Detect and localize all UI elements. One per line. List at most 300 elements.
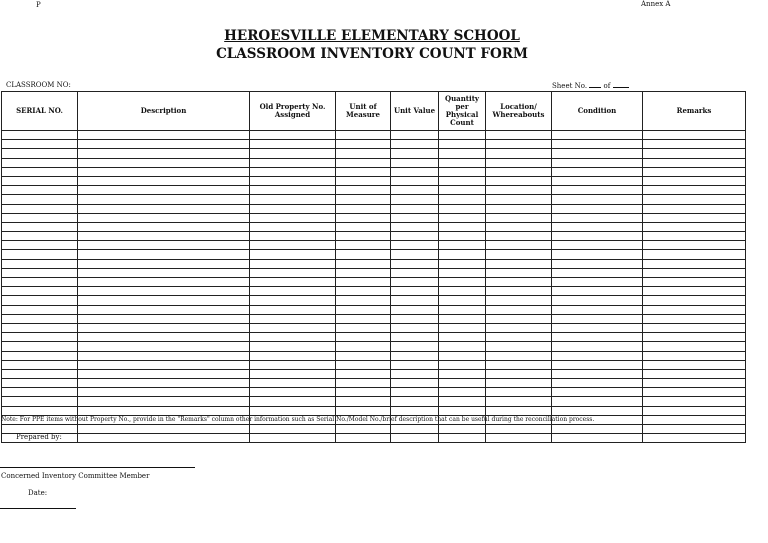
table-cell[interactable] — [250, 259, 336, 268]
table-cell[interactable] — [486, 287, 552, 296]
table-cell[interactable] — [391, 259, 439, 268]
table-cell[interactable] — [391, 342, 439, 351]
table-row — [2, 250, 746, 259]
table-cell[interactable] — [439, 149, 486, 158]
table-cell[interactable] — [2, 323, 78, 332]
table-cell[interactable] — [486, 140, 552, 149]
table-cell[interactable] — [643, 397, 746, 406]
table-cell[interactable] — [78, 397, 250, 406]
table-cell[interactable] — [439, 167, 486, 176]
table-cell[interactable] — [250, 204, 336, 213]
table-cell[interactable] — [439, 434, 486, 443]
table-cell[interactable] — [643, 204, 746, 213]
table-cell[interactable] — [250, 241, 336, 250]
table-cell[interactable] — [2, 167, 78, 176]
table-cell[interactable] — [391, 351, 439, 360]
table-cell[interactable] — [78, 250, 250, 259]
table-cell[interactable] — [250, 149, 336, 158]
table-cell[interactable] — [439, 195, 486, 204]
table-row — [2, 167, 746, 176]
table-cell[interactable] — [336, 305, 391, 314]
table-cell[interactable] — [2, 388, 78, 397]
table-cell[interactable] — [643, 314, 746, 323]
table-cell[interactable] — [336, 369, 391, 378]
table-cell[interactable] — [552, 186, 643, 195]
table-cell[interactable] — [552, 314, 643, 323]
table-cell[interactable] — [250, 434, 336, 443]
table-cell[interactable] — [78, 406, 250, 415]
table-cell[interactable] — [78, 314, 250, 323]
table-cell[interactable] — [2, 232, 78, 241]
table-cell[interactable] — [250, 369, 336, 378]
table-cell[interactable] — [2, 305, 78, 314]
table-cell[interactable] — [643, 369, 746, 378]
table-cell[interactable] — [391, 213, 439, 222]
table-cell[interactable] — [486, 278, 552, 287]
table-cell[interactable] — [250, 333, 336, 342]
table-cell[interactable] — [486, 351, 552, 360]
table-cell[interactable] — [250, 140, 336, 149]
table-cell[interactable] — [552, 296, 643, 305]
table-cell[interactable] — [336, 296, 391, 305]
table-cell[interactable] — [336, 158, 391, 167]
table-cell[interactable] — [391, 287, 439, 296]
table-cell[interactable] — [552, 131, 643, 140]
table-cell[interactable] — [643, 406, 746, 415]
table-cell[interactable] — [78, 268, 250, 277]
table-cell[interactable] — [486, 222, 552, 231]
table-cell[interactable] — [643, 167, 746, 176]
table-cell[interactable] — [336, 195, 391, 204]
table-cell[interactable] — [2, 296, 78, 305]
table-cell[interactable] — [552, 204, 643, 213]
table-cell[interactable] — [391, 296, 439, 305]
table-cell[interactable] — [336, 259, 391, 268]
table-cell[interactable] — [391, 397, 439, 406]
table-cell[interactable] — [439, 351, 486, 360]
table-cell[interactable] — [439, 397, 486, 406]
table-cell[interactable] — [643, 176, 746, 185]
table-cell[interactable] — [486, 425, 552, 434]
table-cell[interactable] — [643, 186, 746, 195]
table-cell[interactable] — [643, 415, 746, 424]
table-cell[interactable] — [486, 195, 552, 204]
table-cell[interactable] — [336, 241, 391, 250]
table-cell[interactable] — [2, 314, 78, 323]
table-cell[interactable] — [2, 351, 78, 360]
table-cell[interactable] — [552, 323, 643, 332]
table-cell[interactable] — [486, 250, 552, 259]
table-cell[interactable] — [552, 222, 643, 231]
table-cell[interactable] — [2, 176, 78, 185]
table-cell[interactable] — [250, 314, 336, 323]
table-cell[interactable] — [643, 222, 746, 231]
table-cell[interactable] — [486, 333, 552, 342]
table-cell[interactable] — [643, 268, 746, 277]
table-cell[interactable] — [2, 333, 78, 342]
table-cell[interactable] — [439, 213, 486, 222]
table-cell[interactable] — [336, 167, 391, 176]
table-cell[interactable] — [2, 149, 78, 158]
table-cell[interactable] — [552, 379, 643, 388]
table-cell[interactable] — [439, 369, 486, 378]
table-cell[interactable] — [2, 250, 78, 259]
table-cell[interactable] — [439, 305, 486, 314]
table-cell[interactable] — [643, 213, 746, 222]
table-cell[interactable] — [391, 195, 439, 204]
table-cell[interactable] — [336, 204, 391, 213]
table-cell[interactable] — [552, 250, 643, 259]
table-cell[interactable] — [439, 232, 486, 241]
table-cell[interactable] — [78, 195, 250, 204]
table-cell[interactable] — [2, 287, 78, 296]
table-cell[interactable] — [552, 388, 643, 397]
table-cell[interactable] — [250, 388, 336, 397]
table-cell[interactable] — [552, 406, 643, 415]
table-cell[interactable] — [486, 241, 552, 250]
table-cell[interactable] — [486, 314, 552, 323]
table-cell[interactable] — [643, 241, 746, 250]
table-cell[interactable] — [2, 379, 78, 388]
table-cell[interactable] — [391, 140, 439, 149]
table-cell[interactable] — [643, 388, 746, 397]
table-cell[interactable] — [336, 287, 391, 296]
table-cell[interactable] — [250, 305, 336, 314]
table-cell[interactable] — [486, 158, 552, 167]
table-cell[interactable] — [336, 278, 391, 287]
table-cell[interactable] — [486, 397, 552, 406]
table-cell[interactable] — [250, 342, 336, 351]
table-cell[interactable] — [2, 213, 78, 222]
table-cell[interactable] — [391, 333, 439, 342]
table-cell[interactable] — [486, 434, 552, 443]
table-cell[interactable] — [250, 158, 336, 167]
table-cell[interactable] — [643, 149, 746, 158]
table-cell[interactable] — [336, 388, 391, 397]
table-cell[interactable] — [643, 259, 746, 268]
table-cell[interactable] — [336, 360, 391, 369]
table-cell[interactable] — [391, 268, 439, 277]
table-cell[interactable] — [78, 149, 250, 158]
table-cell[interactable] — [643, 232, 746, 241]
table-cell[interactable] — [439, 379, 486, 388]
table-cell[interactable] — [336, 140, 391, 149]
table-cell[interactable] — [78, 287, 250, 296]
table-cell[interactable] — [391, 131, 439, 140]
table-cell[interactable] — [439, 425, 486, 434]
table-cell[interactable] — [391, 176, 439, 185]
table-cell[interactable] — [336, 406, 391, 415]
table-cell[interactable] — [486, 259, 552, 268]
table-cell[interactable] — [486, 360, 552, 369]
table-cell[interactable] — [2, 360, 78, 369]
table-cell[interactable] — [250, 213, 336, 222]
table-cell[interactable] — [2, 241, 78, 250]
table-cell[interactable] — [552, 369, 643, 378]
table-cell[interactable] — [250, 425, 336, 434]
table-cell[interactable] — [336, 342, 391, 351]
table-cell[interactable] — [336, 333, 391, 342]
table-cell[interactable] — [643, 195, 746, 204]
table-cell[interactable] — [643, 425, 746, 434]
table-cell[interactable] — [2, 186, 78, 195]
table-cell[interactable] — [552, 333, 643, 342]
table-cell[interactable] — [391, 158, 439, 167]
table-cell[interactable] — [643, 323, 746, 332]
table-cell[interactable] — [78, 167, 250, 176]
table-cell[interactable] — [486, 323, 552, 332]
table-cell[interactable] — [439, 186, 486, 195]
table-cell[interactable] — [250, 287, 336, 296]
table-cell[interactable] — [250, 268, 336, 277]
table-cell[interactable] — [552, 241, 643, 250]
table-cell[interactable] — [78, 232, 250, 241]
table-cell[interactable] — [391, 305, 439, 314]
table-cell[interactable] — [552, 351, 643, 360]
table-cell[interactable] — [336, 176, 391, 185]
table-cell[interactable] — [250, 167, 336, 176]
table-cell[interactable] — [78, 278, 250, 287]
table-cell[interactable] — [643, 305, 746, 314]
table-cell[interactable] — [2, 278, 78, 287]
table-cell[interactable] — [552, 287, 643, 296]
table-cell[interactable] — [250, 131, 336, 140]
table-cell[interactable] — [643, 140, 746, 149]
table-cell[interactable] — [439, 388, 486, 397]
table-cell[interactable] — [439, 222, 486, 231]
table-cell[interactable] — [391, 250, 439, 259]
table-cell[interactable] — [2, 158, 78, 167]
table-cell[interactable] — [486, 213, 552, 222]
table-cell[interactable] — [643, 351, 746, 360]
table-cell[interactable] — [439, 333, 486, 342]
table-cell[interactable] — [336, 434, 391, 443]
table-cell[interactable] — [250, 397, 336, 406]
table-cell[interactable] — [439, 204, 486, 213]
table-cell[interactable] — [78, 333, 250, 342]
table-cell[interactable] — [78, 379, 250, 388]
table-cell[interactable] — [552, 232, 643, 241]
table-cell[interactable] — [336, 222, 391, 231]
table-cell[interactable] — [486, 204, 552, 213]
table-cell[interactable] — [486, 305, 552, 314]
table-cell[interactable] — [78, 351, 250, 360]
table-cell[interactable] — [391, 379, 439, 388]
table-cell[interactable] — [78, 259, 250, 268]
table-cell[interactable] — [643, 333, 746, 342]
table-cell[interactable] — [78, 131, 250, 140]
table-cell[interactable] — [486, 232, 552, 241]
table-cell[interactable] — [250, 250, 336, 259]
table-cell[interactable] — [552, 176, 643, 185]
table-cell[interactable] — [643, 250, 746, 259]
table-cell[interactable] — [250, 360, 336, 369]
table-cell[interactable] — [78, 369, 250, 378]
table-cell[interactable] — [439, 176, 486, 185]
table-cell[interactable] — [552, 140, 643, 149]
table-cell[interactable] — [552, 195, 643, 204]
table-cell[interactable] — [336, 186, 391, 195]
table-cell[interactable] — [439, 131, 486, 140]
table-cell[interactable] — [643, 360, 746, 369]
table-cell[interactable] — [391, 149, 439, 158]
table-cell[interactable] — [439, 406, 486, 415]
table-cell[interactable] — [439, 323, 486, 332]
table-cell[interactable] — [552, 259, 643, 268]
table-cell[interactable] — [552, 158, 643, 167]
table-cell[interactable] — [391, 232, 439, 241]
table-cell[interactable] — [439, 278, 486, 287]
table-cell[interactable] — [78, 176, 250, 185]
table-cell[interactable] — [439, 241, 486, 250]
table-cell[interactable] — [552, 149, 643, 158]
table-cell[interactable] — [250, 296, 336, 305]
table-cell[interactable] — [250, 176, 336, 185]
table-cell[interactable] — [78, 222, 250, 231]
table-cell[interactable] — [486, 369, 552, 378]
table-cell[interactable] — [336, 268, 391, 277]
table-cell[interactable] — [336, 323, 391, 332]
table-cell[interactable] — [391, 434, 439, 443]
table-cell[interactable] — [391, 186, 439, 195]
table-row — [2, 342, 746, 351]
table-cell[interactable] — [78, 305, 250, 314]
table-cell[interactable] — [250, 232, 336, 241]
table-cell[interactable] — [643, 278, 746, 287]
table-cell[interactable] — [552, 268, 643, 277]
table-cell[interactable] — [78, 140, 250, 149]
table-cell[interactable] — [78, 425, 250, 434]
table-cell[interactable] — [643, 434, 746, 443]
table-cell[interactable] — [391, 222, 439, 231]
table-cell[interactable] — [439, 250, 486, 259]
table-cell[interactable] — [439, 268, 486, 277]
table-cell[interactable] — [336, 397, 391, 406]
table-cell[interactable] — [2, 342, 78, 351]
table-cell[interactable] — [78, 360, 250, 369]
table-cell[interactable] — [552, 167, 643, 176]
table-cell[interactable] — [336, 131, 391, 140]
table-cell[interactable] — [439, 342, 486, 351]
table-cell[interactable] — [250, 278, 336, 287]
table-cell[interactable] — [439, 259, 486, 268]
table-cell[interactable] — [250, 323, 336, 332]
table-cell[interactable] — [391, 167, 439, 176]
table-cell[interactable] — [250, 222, 336, 231]
table-cell[interactable] — [643, 131, 746, 140]
table-cell[interactable] — [250, 186, 336, 195]
table-cell[interactable] — [552, 360, 643, 369]
table-cell[interactable] — [250, 379, 336, 388]
table-cell[interactable] — [486, 388, 552, 397]
table-cell[interactable] — [391, 369, 439, 378]
table-cell[interactable] — [2, 397, 78, 406]
table-cell[interactable] — [2, 140, 78, 149]
table-cell[interactable] — [78, 434, 250, 443]
table-cell[interactable] — [78, 323, 250, 332]
table-cell[interactable] — [643, 296, 746, 305]
table-cell[interactable] — [78, 186, 250, 195]
table-cell[interactable] — [552, 213, 643, 222]
table-cell[interactable] — [439, 296, 486, 305]
table-cell[interactable] — [643, 342, 746, 351]
table-cell[interactable] — [391, 314, 439, 323]
table-cell[interactable] — [391, 360, 439, 369]
table-cell[interactable] — [336, 213, 391, 222]
table-cell[interactable] — [78, 296, 250, 305]
table-cell[interactable] — [486, 406, 552, 415]
table-cell[interactable] — [552, 425, 643, 434]
table-cell[interactable] — [486, 167, 552, 176]
table-cell[interactable] — [391, 204, 439, 213]
table-cell[interactable] — [439, 360, 486, 369]
table-cell[interactable] — [552, 278, 643, 287]
table-cell[interactable] — [78, 388, 250, 397]
table-cell[interactable] — [2, 259, 78, 268]
table-cell[interactable] — [78, 241, 250, 250]
table-cell[interactable] — [336, 351, 391, 360]
table-cell[interactable] — [643, 158, 746, 167]
table-row — [2, 140, 746, 149]
table-cell[interactable] — [552, 434, 643, 443]
table-cell[interactable] — [336, 149, 391, 158]
table-cell[interactable] — [486, 379, 552, 388]
table-cell[interactable] — [2, 131, 78, 140]
table-cell[interactable] — [78, 158, 250, 167]
table-cell[interactable] — [2, 268, 78, 277]
table-cell[interactable] — [250, 195, 336, 204]
table-cell[interactable] — [439, 314, 486, 323]
table-cell[interactable] — [643, 379, 746, 388]
table-cell[interactable] — [552, 342, 643, 351]
table-cell[interactable] — [78, 213, 250, 222]
table-cell[interactable] — [486, 186, 552, 195]
table-cell[interactable] — [486, 149, 552, 158]
table-cell[interactable] — [336, 232, 391, 241]
table-cell[interactable] — [486, 176, 552, 185]
table-cell[interactable] — [486, 268, 552, 277]
table-cell[interactable] — [552, 305, 643, 314]
table-cell[interactable] — [250, 406, 336, 415]
table-cell[interactable] — [439, 158, 486, 167]
table-cell[interactable] — [336, 314, 391, 323]
table-cell[interactable] — [2, 369, 78, 378]
table-cell[interactable] — [486, 131, 552, 140]
table-cell[interactable] — [250, 351, 336, 360]
table-cell[interactable] — [336, 425, 391, 434]
table-cell[interactable] — [2, 406, 78, 415]
table-cell[interactable] — [2, 222, 78, 231]
table-cell[interactable] — [391, 425, 439, 434]
table-cell[interactable] — [2, 195, 78, 204]
table-cell[interactable] — [391, 406, 439, 415]
table-cell[interactable] — [78, 342, 250, 351]
table-cell[interactable] — [336, 250, 391, 259]
table-cell[interactable] — [439, 140, 486, 149]
table-cell[interactable] — [2, 204, 78, 213]
table-cell[interactable] — [336, 379, 391, 388]
table-cell[interactable] — [552, 397, 643, 406]
table-cell[interactable] — [391, 278, 439, 287]
table-cell[interactable] — [643, 287, 746, 296]
table-cell[interactable] — [391, 388, 439, 397]
table-cell[interactable] — [391, 323, 439, 332]
table-cell[interactable] — [486, 296, 552, 305]
table-cell[interactable] — [78, 204, 250, 213]
table-cell[interactable] — [439, 287, 486, 296]
table-cell[interactable] — [486, 342, 552, 351]
table-cell[interactable] — [391, 241, 439, 250]
